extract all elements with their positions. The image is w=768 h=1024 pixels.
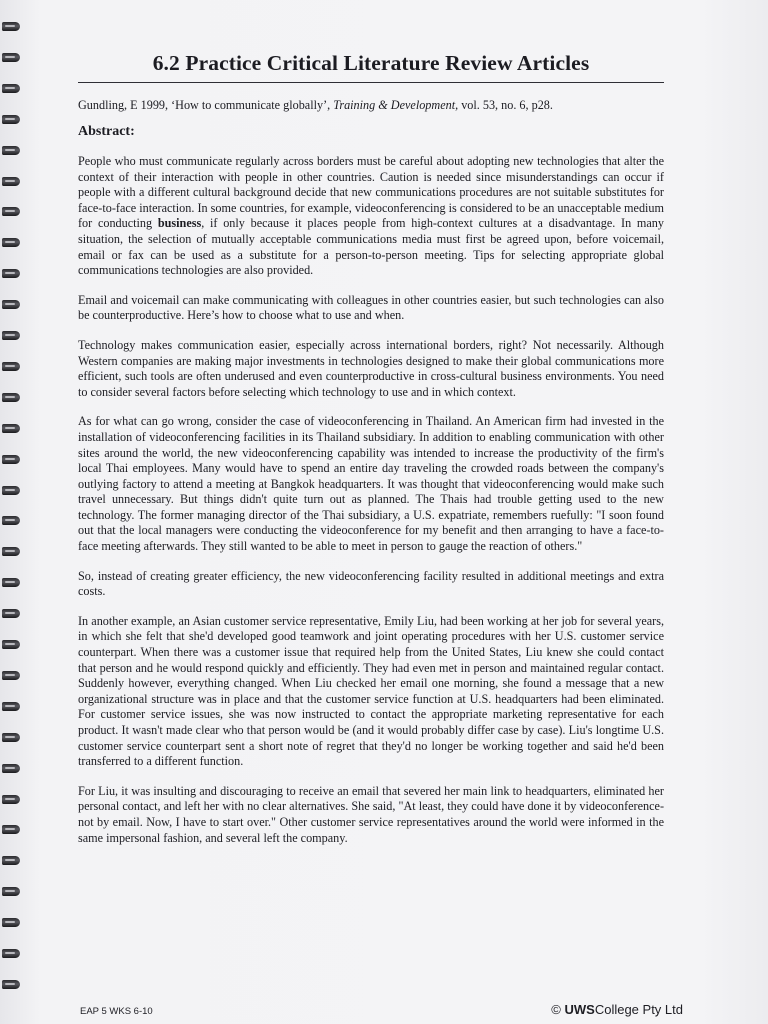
abstract-text-1: People who must communicate regularly across borders must be careful about adopting new technologies that alter the context of their interaction with people in other countries. Caution is needed since misunderstandings can occur if people with a different cultural background decide that new communications procedures are not suitable substitutes for face-to-face interaction. In some countries, for example, videoconferencing is considered to be an unacceptable medium for conducting [78, 154, 664, 231]
footer-company: College Pty Ltd [594, 1002, 683, 1017]
binding-ring [2, 455, 20, 464]
citation-details: vol. 53, no. 6, p28. [458, 98, 553, 112]
footer-brand: UWS [564, 1002, 595, 1017]
citation [78, 97, 664, 113]
citation-journal: Training & Development, [333, 98, 459, 112]
binding-ring [2, 115, 20, 124]
spiral-binding [0, 22, 26, 1012]
abstract-bold-word: business [157, 216, 202, 231]
footer-course-code: EAP 5 WKS 6-10 [80, 1006, 153, 1017]
body-paragraph-emily-liu: In another example, an Asian customer service representative, Emily Liu, had been working at her job for several years, in which she felt that she'd developed good teamwork and joint operating procedures with her U.S. customer service counterpart. When there was a customer issue that required help from the United States, Liu knew she could contact that person and he would respond quickly and efficiently. They had even met in person and maintained regular contact. Suddenly however, everything changed. When Liu checked her email one morning, she found a message that a new organizational structure was in place and that the customer service function at U.S. headquarters had been eliminated. For customer service issues, she was now instructed to contact the appropriate marketing representative for each product. It wasn't made clear who that person would be (and it would probably differ case by case). Liu's longtime U.S. customer service counterpart sent a short note of regret that they'd no longer be working together and said he'd been transferred to a different function. [78, 613, 664, 769]
copyright-symbol: © [551, 1002, 561, 1017]
abstract-heading: Abstract: [78, 124, 135, 139]
binding-ring [2, 578, 20, 587]
abstract-text-2: , if only because it places people from high-context cultures at a disadvantage. In many situation, the selection of mutually acceptable communications media must first be agreed upon, before voicemail, email or fax can be used as a substitute for a person-to-person meeting. Tips for selecting appropriate global communications technologies are also provided. [78, 216, 664, 278]
binding-ring [2, 238, 20, 247]
binding-ring [2, 764, 20, 773]
binding-ring [2, 393, 20, 402]
binding-ring [2, 177, 20, 186]
binding-ring [2, 825, 20, 834]
binding-ring [2, 733, 20, 742]
abstract-paragraph [78, 154, 664, 279]
binding-ring [2, 640, 20, 649]
article-content [78, 48, 664, 846]
body-paragraph-intro: Email and voicemail can make communicating with colleagues in other countries easier, but such technologies can also be counterproductive. Here’s how to choose what to use and when. [78, 292, 664, 323]
binding-ring [2, 362, 20, 371]
binding-ring [2, 22, 20, 31]
binding-ring [2, 609, 20, 618]
body-paragraph-efficiency: So, instead of creating greater efficiency, the new videoconferencing facility resulted in additional meetings and extra costs. [78, 568, 664, 599]
binding-ring [2, 331, 20, 340]
binding-ring [2, 207, 20, 216]
binding-ring [2, 486, 20, 495]
binding-ring [2, 269, 20, 278]
binding-ring [2, 300, 20, 309]
binding-ring [2, 84, 20, 93]
binding-ring [2, 53, 20, 62]
binding-ring [2, 887, 20, 896]
footer-copyright [551, 1002, 683, 1017]
binding-ring [2, 856, 20, 865]
body-paragraph-thailand: As for what can go wrong, consider the case of videoconferencing in Thailand. An American firm had invested in the installation of videoconferencing facilities in its Thailand subsidiary. In addition to enabling communication with other sites around the world, the new videoconferencing capability was intended to increase the productivity of the firm's local Thai employees. Many would have to spend an entire day traveling the crowded roads between the company's outlying factory to attend a meeting at Bangkok headquarters. It was thought that videoconferencing would make such travel unnecessary. But things didn't quite turn out as planned. The Thais had trouble getting used to the new technology. The former managing director of the Thai subsidiary, a U.S. expatriate, remembers ruefully: "I soon found out that the local managers were conducting the videoconference for my benefit and then arranging to have a face-to-face meeting afterwards. They still wanted to be able to meet in person to gauge the reaction of others." [78, 414, 664, 554]
body-paragraph-technology: Technology makes communication easier, especially across international borders, right? Not necessarily. Although Western companies are making major investments in technologies designed to make their global communications more efficient, such tools are often underused and even counterproductive in cross-cultural business environments. You need to consider several factors before selecting which technology to use and in which context. [78, 337, 664, 399]
title-underline [78, 82, 664, 83]
binding-ring [2, 795, 20, 804]
binding-ring [2, 516, 20, 525]
body-paragraph-liu-reaction: For Liu, it was insulting and discouraging to receive an email that severed her main link to headquarters, eliminated her personal contact, and left her with no clear alternatives. She said, "At least, they could have done it by videoconference-not by email. Now, I have to start over." Other customer service representatives around the world were informed in the same impersonal fashion, and several left the company. [78, 783, 664, 845]
binding-ring [2, 702, 20, 711]
binding-ring [2, 671, 20, 680]
binding-ring [2, 547, 20, 556]
citation-text: Gundling, E 1999, ‘How to communicate globally’, [78, 98, 334, 112]
binding-ring [2, 918, 20, 927]
binding-ring [2, 980, 20, 989]
page-title: 6.2 Practice Critical Literature Review Articles [152, 51, 590, 75]
binding-ring [2, 424, 20, 433]
binding-ring [2, 949, 20, 958]
binding-ring [2, 146, 20, 155]
